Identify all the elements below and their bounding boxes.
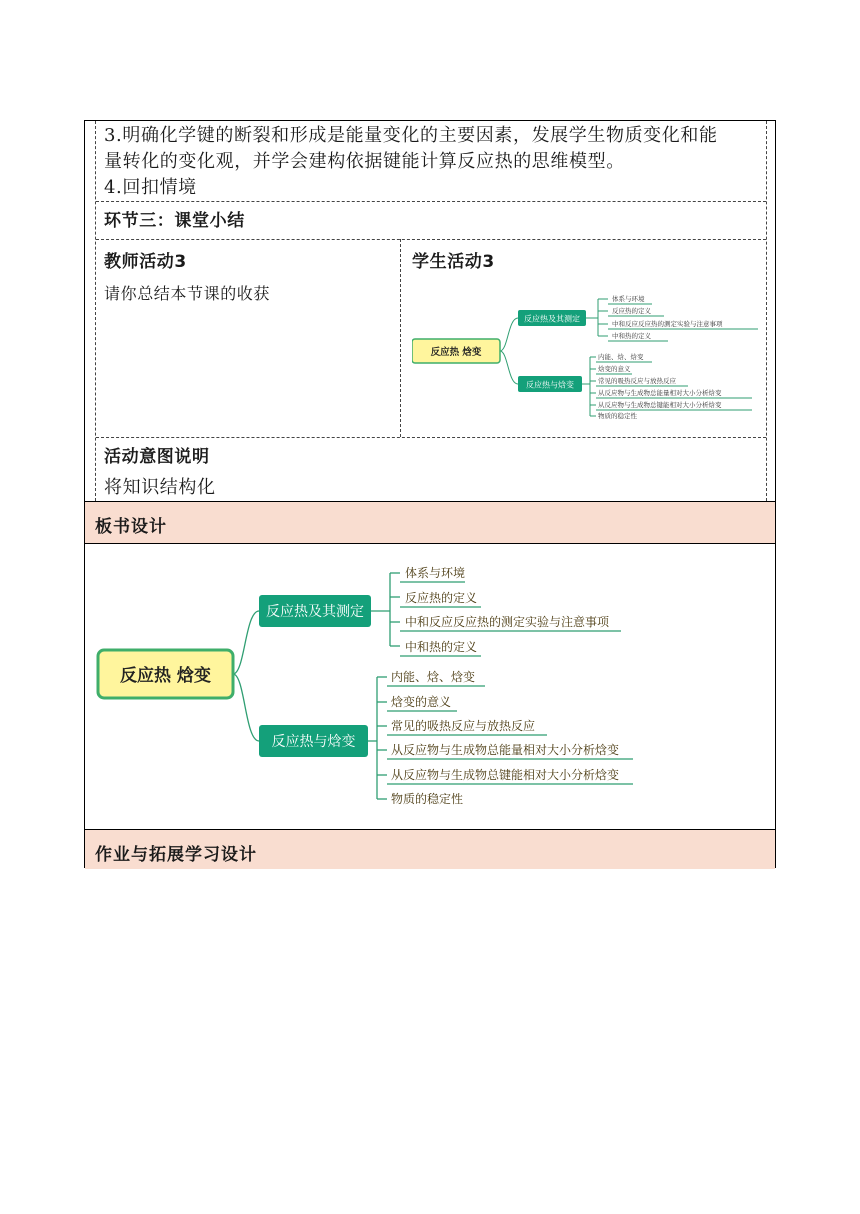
divider [96,201,766,202]
homework-header [85,829,775,869]
root-label: 反应热 焓变 [120,666,211,686]
leaf-label: 从反应物与生成物总键能相对大小分析焓变 [391,768,620,782]
activity-subtable [95,121,767,501]
leaf-label: 物质的稳定性 [598,412,637,419]
divider [96,437,766,438]
mindmap-large [95,549,655,805]
leaf-label: 物质的稳定性 [391,792,464,805]
stage-title: 环节三：课堂小结 [104,211,245,231]
mindmap-small [412,289,762,419]
leaf-label: 反应热的定义 [612,307,651,315]
branch-label: 反应热与焓变 [526,380,574,390]
leaf-label: 中和热的定义 [612,332,651,340]
student-activity-heading: 学生活动3 [412,252,495,272]
leaf-label: 中和反应反应热的测定实验与注意事项 [612,320,723,328]
leaf-label: 内能、焓、焓变 [598,353,644,361]
teacher-activity-text: 请你总结本节课的收获 [104,284,271,303]
intent-heading: 活动意图说明 [104,447,210,467]
leaf-label: 焓变的意义 [391,695,452,709]
column-divider [400,239,401,437]
board-design-title: 板书设计 [95,517,167,537]
intent-text: 将知识结构化 [104,477,216,498]
root-label: 反应热 焓变 [430,347,482,358]
leaf-label: 体系与环境 [612,295,645,303]
leaf-label: 从反应物与生成物总能量相对大小分析焓变 [391,743,620,757]
leaf-label: 焓变的意义 [598,365,631,373]
divider [96,239,766,240]
leaf-label: 从反应物与生成物总能量相对大小分析焓变 [598,389,722,397]
leaf-label: 内能、焓、焓变 [391,670,476,684]
homework-title: 作业与拓展学习设计 [95,845,257,865]
board-design-header [85,501,775,543]
lesson-table [84,120,776,868]
teacher-activity-heading: 教师活动3 [104,252,187,272]
leaf-label: 常见的吸热反应与放热反应 [391,719,536,733]
branch-label: 反应热与焓变 [271,734,356,750]
leaf-label: 反应热的定义 [405,591,478,605]
goal-line-1: 3.明确化学键的断裂和形成是能量变化的主要因素，发展学生物质变化和能 [104,125,718,146]
goal-line-3: 4.回扣情境 [104,177,197,198]
branch-label: 反应热及其测定 [266,604,364,620]
goal-line-2: 量转化的变化观，并学会建构依据键能计算反应热的思维模型。 [104,151,625,172]
branch-label: 反应热及其测定 [524,314,580,324]
leaf-label: 体系与环境 [405,566,466,580]
leaf-label: 常见的吸热反应与放热反应 [598,377,676,385]
leaf-label: 从反应物与生成物总键能相对大小分析焓变 [598,401,722,409]
divider [85,543,775,544]
leaf-label: 中和反应反应热的测定实验与注意事项 [405,615,610,629]
leaf-label: 中和热的定义 [405,640,478,654]
